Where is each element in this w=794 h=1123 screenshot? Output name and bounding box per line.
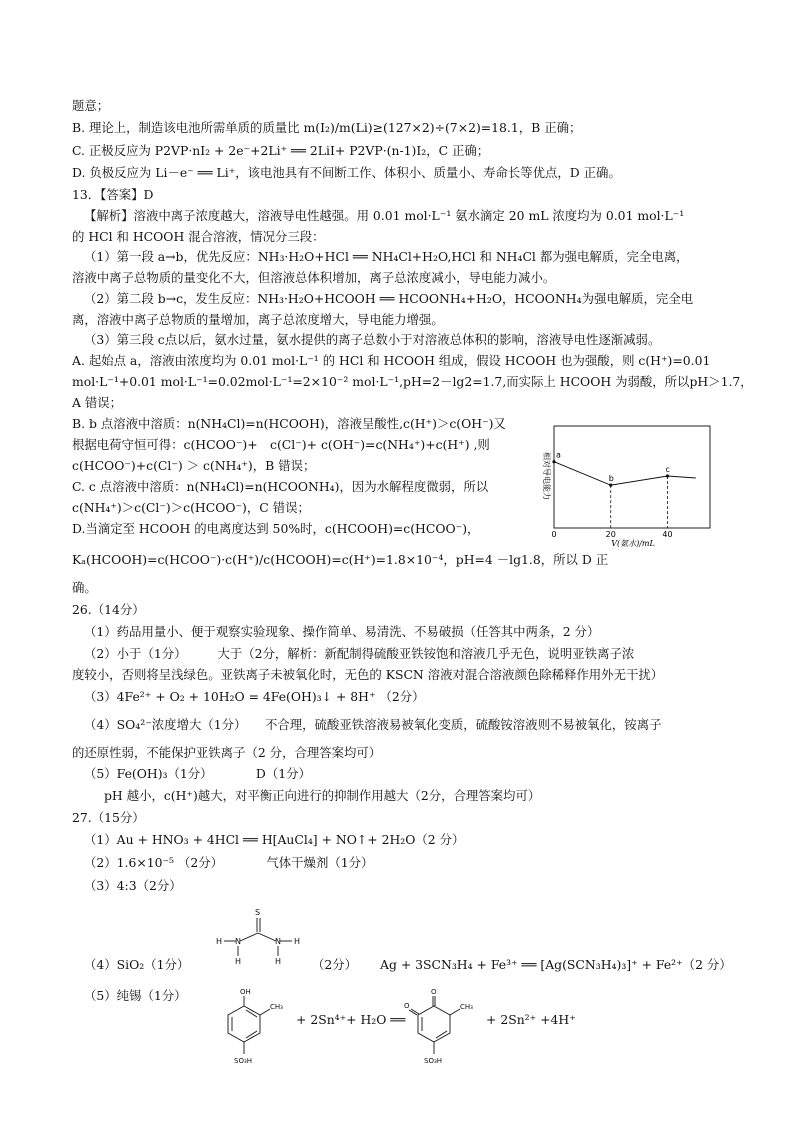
atom-label: H [294,937,301,946]
text-line: （1）Au + HNO₃ + 4HCl ══ H[AuCl₄] + NO↑+ 2H₂O（2 分） [84,832,465,847]
text-line: （3）第三段 c点以后，氨水过量，氨水提供的离子总数小于对溶液总体积的影响，溶液导电性逐渐减弱。 [84,332,661,347]
question-27-heading: 27.（15分） [72,810,145,825]
text-line: B. 理论上，制造该电池所需单质的质量比 m(I₂)/m(Li)≥(127×2)÷(7×2)=18.1，B 正确； [72,120,582,135]
text-line: （1）第一段 a→b，优先反应：NH₃·H₂O+HCl ══ NH₄Cl+H₂O,HCl 和 NH₄Cl 都为强电解质，完全电离， [84,249,689,264]
atom-label: S [255,908,261,917]
x-tick-label: 40 [662,530,673,539]
text-line: 确。 [72,580,97,595]
text-line: pH 越小，c(H⁺)越大，对平衡正向进行的抑制作用越大（2分，合理答案均可） [104,788,541,803]
text-line: C. 正极反应为 P2VP·nI₂ + 2e⁻+2Li⁺ ══ 2LiI+ P2VP·(n-1)I₂，C 正确； [72,143,490,158]
text-line: mol·L⁻¹+0.01 mol·L⁻¹=0.02mol·L⁻¹=2×10⁻² mol·L⁻¹,pH=2－lg2=1.7,而实际上 HCOOH 为弱酸，所以pH＞1.7， [72,374,753,389]
atom-label: OH [240,988,251,996]
atom-label: N [235,937,241,946]
atom-label: N [275,937,281,946]
atom-label: SO₃H [234,1057,253,1065]
atom-label: H [275,957,282,966]
atom-label: O [431,988,437,996]
point-label-b: b [608,474,614,484]
text-line: C. c 点溶液中溶质：n(NH₄Cl)=n(HCOONH₄)，因为水解程度微弱，所以 [72,479,489,494]
text-line: c(NH₄⁺)＞c(Cl⁻)＞c(HCOO⁻)，C 错误； [72,500,310,515]
text-line: （5）纯锡（1分） [84,988,187,1003]
atom-label: O [404,1002,410,1010]
thiourea-structure [210,906,306,972]
text-line: （1）药品用量小、便于观察实验现象、操作简单、易清洗、不易破损（任答其中两条，2 分） [84,624,600,639]
text-line: （2）1.6×10⁻⁵ （2分） 气体干燥剂（1分） [84,855,374,870]
text-line: A. 起始点 a，溶液由浓度均为 0.01 mol·L⁻¹ 的 HCl 和 HCOOH 组成，假设 HCOOH 也为强酸，则 c(H⁺)=0.01 [72,353,711,368]
text-line: （3）4Fe²⁺ + O₂ + 10H₂O = 4Fe(OH)₃↓ + 8H⁺ （2分） [84,689,425,704]
phenol-structure [218,984,290,1084]
text-line: c(HCOO⁻)+c(Cl⁻) ＞ c(NH₄⁺)，B 错误； [72,458,316,473]
text-line: （4）SiO₂（1分） [84,957,190,972]
text-line: 【解析】溶液中离子浓度越大，溶液导电性越强。用 0.01 mol·L⁻¹ 氨水滴定 20 mL 浓度均为 0.01 mol·L⁻¹ [84,208,685,223]
text-line: 的还原性弱，不能保护亚铁离子（2 分，合理答案均可） [72,745,382,760]
text-line: D.当滴定至 HCOOH 的电离度达到 50%时，c(HCOOH)=c(HCOO⁻)， [72,521,480,536]
y-axis-label: 相对导电能力 [542,452,551,500]
question-13-answer: 13．【答案】D [72,187,154,202]
conductivity-chart [538,418,718,554]
text-line: D. 负极反应为 Li－e⁻ ══ Li⁺，该电池具有不间断工作、体积小、质量小、寿命长等优点，D 正确。 [72,165,621,180]
text-line: （2分） [312,957,358,972]
curve-layer [551,451,695,539]
atom-label: H [235,957,242,966]
quinone-structure [404,984,484,1084]
x-tick-label: 20 [605,530,616,539]
text-line: + 2Sn⁴⁺+ H₂O ══ [296,1012,406,1027]
point-label-c: c [665,464,670,474]
text-line: 根据电荷守恒可得：c(HCOO⁻)+ c(Cl⁻)+ c(OH⁻)=c(NH₄⁺)+c(H⁺) ,则 [72,437,490,452]
text-line: 溶液中离子总物质的量变化不大，但溶液总体积增加，离子总浓度减小，导电能力减小。 [72,270,556,285]
ka-formula-line: Kₐ(HCOOH)=c(HCOO⁻)·c(H⁺)/c(HCOOH)=c(H⁺)=1.8×10⁻⁴，pH=4 －lg1.8，所以 D 正 [72,552,609,567]
text-line: （2）第二段 b→c，发生反应：NH₃·H₂O+HCOOH ══ HCOONH₄+H₂O，HCOONH₄为强电解质，完全电 [84,291,694,306]
text-line: 离，溶液中离子总物质的量增加，离子总浓度增大，导电能力增强。 [72,312,444,327]
x-tick-label: 0 [551,530,557,539]
text-line: B. b 点溶液中溶质：n(NH₄Cl)=n(HCOOH)，溶液呈酸性,c(H⁺)＞c(OH⁻)又 [72,416,506,431]
text-line: 题意； [72,98,110,113]
text-line: + 2Sn²⁺ +4H⁺ [486,1012,576,1027]
text-line: （2）小于（1分） 大于（2分，解析：新配制得硫酸亚铁铵饱和溶液几乎无色，说明亚铁离子浓 [84,646,635,661]
atom-label: CH₃ [460,1003,473,1011]
atom-label: H [216,937,223,946]
x-axis-label: V(氨水)/mL [611,539,655,548]
data-point-a [552,460,555,463]
point-label-a: a [556,450,561,460]
question-26-heading: 26.（14分） [72,602,145,617]
atom-label: CH₃ [270,1003,283,1011]
atom-label: SO₃H [424,1057,443,1065]
text-line: Ag + 3SCN₃H₄ + Fe³⁺ ══ [Ag(SCN₃H₄)₃]⁺ + Fe²⁺（2 分） [380,957,732,972]
text-line: 的 HCl 和 HCOOH 混合溶液，情况分三段： [72,229,325,244]
text-line: （4）SO₄²⁻浓度增大（1分） 不合理，硫酸亚铁溶液易被氧化变质，硫酸铵溶液则不易被氧化，铵离子 [84,717,662,732]
text-line: 度较小，否则将呈浅绿色。亚铁离子未被氧化时，无色的 KSCN 溶液对混合溶液颜色除稀释作用外无干扰） [72,667,664,682]
conductivity-curve [554,462,696,485]
text-line: （5）Fe(OH)₃（1分） D（1分） [84,766,311,781]
text-line: A 错误； [72,395,123,410]
text-line: （3）4:3（2分） [84,878,182,893]
